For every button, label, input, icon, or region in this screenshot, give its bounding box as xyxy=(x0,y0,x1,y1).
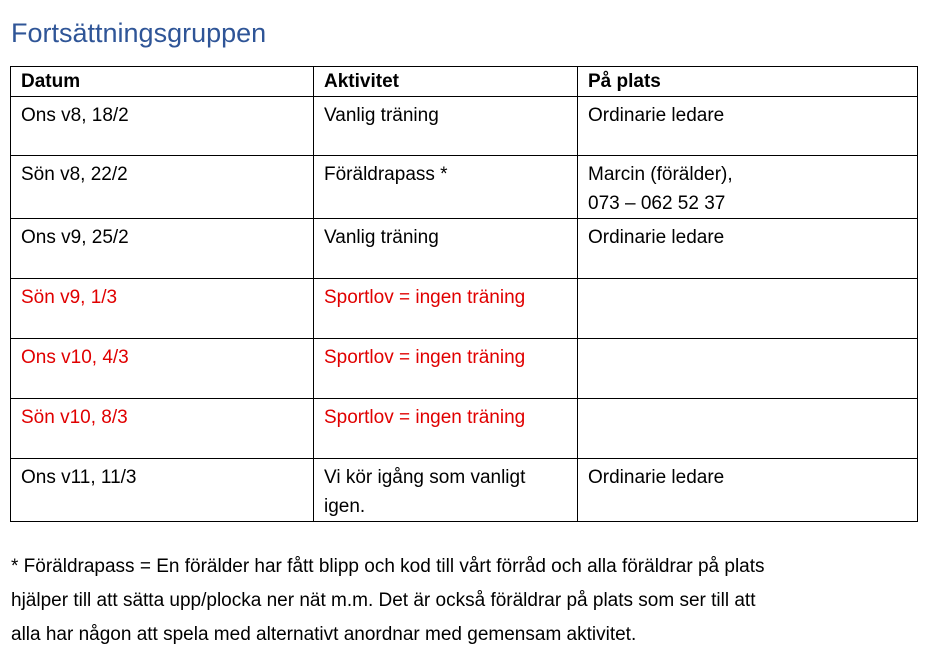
footnote-line-3: alla har någon att spela med alternativt anordnar med gemensam aktivitet. xyxy=(11,624,637,645)
activity-cell xyxy=(314,219,578,279)
activity-text: Sportlov = ingen träning xyxy=(324,407,526,428)
date-text: Ons v10, 4/3 xyxy=(21,347,129,368)
table-row xyxy=(11,279,918,339)
activity-text: Sportlov = ingen träning xyxy=(324,347,526,368)
activity-cell xyxy=(314,279,578,339)
date-cell xyxy=(11,219,314,279)
activity-text: Vanlig träning xyxy=(324,105,439,126)
onsite-cell xyxy=(578,279,918,339)
date-text: Sön v9, 1/3 xyxy=(21,287,118,308)
date-cell xyxy=(11,459,314,522)
activity-cell xyxy=(314,399,578,459)
table-header-row xyxy=(11,67,918,97)
activity-text: Föräldrapass * xyxy=(324,164,448,185)
onsite-cell xyxy=(578,399,918,459)
activity-text: Vanlig träning xyxy=(324,227,439,248)
activity-cell xyxy=(314,339,578,399)
date-cell xyxy=(11,339,314,399)
date-text: Ons v8, 18/2 xyxy=(21,105,129,126)
onsite-text: Ordinarie ledare xyxy=(588,227,725,248)
date-cell xyxy=(11,279,314,339)
onsite-cell xyxy=(578,97,918,156)
date-cell xyxy=(11,399,314,459)
onsite-cell xyxy=(578,339,918,399)
footnote-line-1: * Föräldrapass = En förälder har fått blipp och kod till vårt förråd och alla föräldrar på plats xyxy=(11,556,765,577)
onsite-text: Marcin (förälder), 073 – 062 52 37 xyxy=(588,164,733,214)
table-row xyxy=(11,156,918,219)
activity-cell xyxy=(314,156,578,219)
onsite-cell xyxy=(578,156,918,219)
table-row xyxy=(11,399,918,459)
table-row xyxy=(11,97,918,156)
table-row xyxy=(11,219,918,279)
onsite-text: Ordinarie ledare xyxy=(588,467,725,488)
date-text: Ons v9, 25/2 xyxy=(21,227,129,248)
header-aktivitet: Aktivitet xyxy=(314,67,578,97)
onsite-cell xyxy=(578,459,918,522)
onsite-cell xyxy=(578,219,918,279)
header-pa-plats: På plats xyxy=(578,67,918,97)
schedule-table xyxy=(10,66,918,522)
activity-cell xyxy=(314,97,578,156)
document-title: Fortsättningsgruppen xyxy=(11,18,267,48)
date-text: Sön v10, 8/3 xyxy=(21,407,128,428)
date-cell xyxy=(11,97,314,156)
onsite-text: Ordinarie ledare xyxy=(588,105,725,126)
footnote-paragraph xyxy=(11,550,911,652)
activity-text: Vi kör igång som vanligt igen. xyxy=(324,467,526,517)
table-row xyxy=(11,339,918,399)
date-text: Ons v11, 11/3 xyxy=(21,467,137,488)
table-row xyxy=(11,459,918,522)
activity-text: Sportlov = ingen träning xyxy=(324,287,526,308)
footnote-line-2: hjälper till att sätta upp/plocka ner nät m.m. Det är också föräldrar på plats som ser till att xyxy=(11,590,756,611)
date-cell xyxy=(11,156,314,219)
activity-cell xyxy=(314,459,578,522)
date-text: Sön v8, 22/2 xyxy=(21,164,128,185)
header-datum: Datum xyxy=(11,67,314,97)
